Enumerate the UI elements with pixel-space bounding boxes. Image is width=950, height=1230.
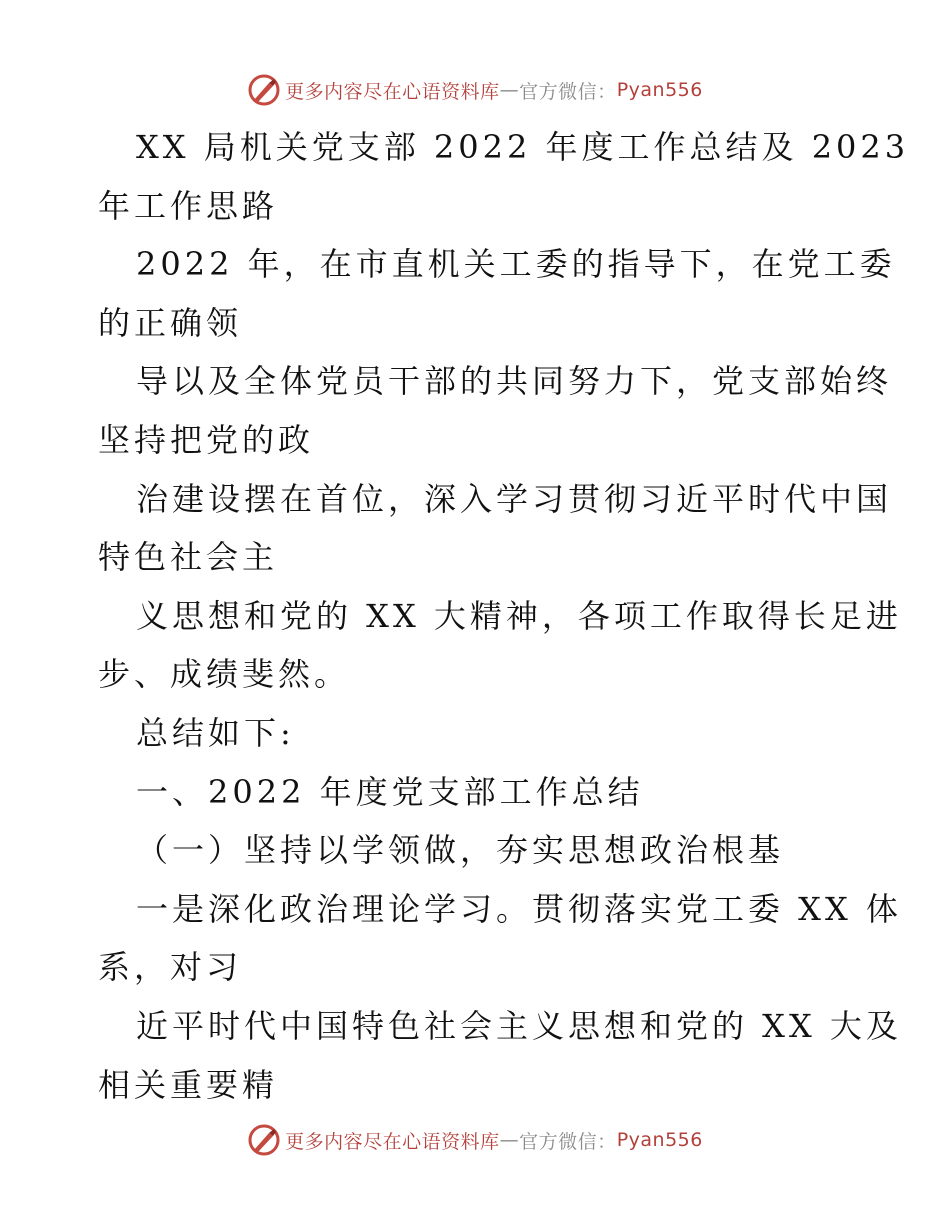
document-line: 系，对习: [98, 948, 243, 987]
document-line: 步、成绩斐然。: [98, 655, 351, 694]
banner-official-label: 官方微信：: [519, 1130, 617, 1153]
document-line: 义思想和党的 XX 大精神，各项工作取得长足进: [136, 596, 902, 635]
document-line: XX 局机关党支部 2022 年度工作总结及 2023: [136, 128, 910, 166]
document-line: 2022 年，在市直机关工委的指导下，在党工委: [136, 245, 896, 284]
document-line: 一是深化政治理论学习。贯彻落实党工委 XX 体: [136, 889, 902, 928]
header-watermark-banner: [0, 70, 950, 110]
banner-main-text: 更多内容尽在心语资料库: [285, 80, 500, 103]
document-line: 年工作思路: [98, 186, 279, 225]
banner-dash: —: [499, 79, 520, 101]
document-line: 坚持把党的政: [98, 420, 315, 459]
banner-wechat-id: Pyan556: [616, 1129, 703, 1151]
banner-dash: —: [499, 1129, 520, 1151]
document-line: 导以及全体党员干部的共同努力下，党支部始终: [136, 362, 893, 401]
footer-watermark-banner: [0, 1120, 950, 1160]
pen-logo-icon: [247, 73, 281, 107]
document-line: 相关重要精: [98, 1065, 279, 1104]
document-body: [98, 118, 910, 1114]
document-line: 特色社会主: [98, 538, 279, 577]
document-line: 近平时代中国特色社会主义思想和党的 XX 大及: [136, 1006, 902, 1045]
document-line: 的正确领: [98, 303, 243, 342]
banner-wechat-id: Pyan556: [616, 79, 703, 101]
document-line: 一、2022 年度党支部工作总结: [136, 772, 644, 811]
pen-logo-icon: [247, 1123, 281, 1157]
banner-main-text: 更多内容尽在心语资料库: [285, 1130, 500, 1153]
document-line: （一）坚持以学领做，夯实思想政治根基: [136, 831, 785, 870]
banner-official-label: 官方微信：: [519, 80, 617, 103]
document-line: 总结如下:: [136, 713, 295, 752]
document-line: 治建设摆在首位，深入学习贯彻习近平时代中国: [136, 479, 893, 518]
